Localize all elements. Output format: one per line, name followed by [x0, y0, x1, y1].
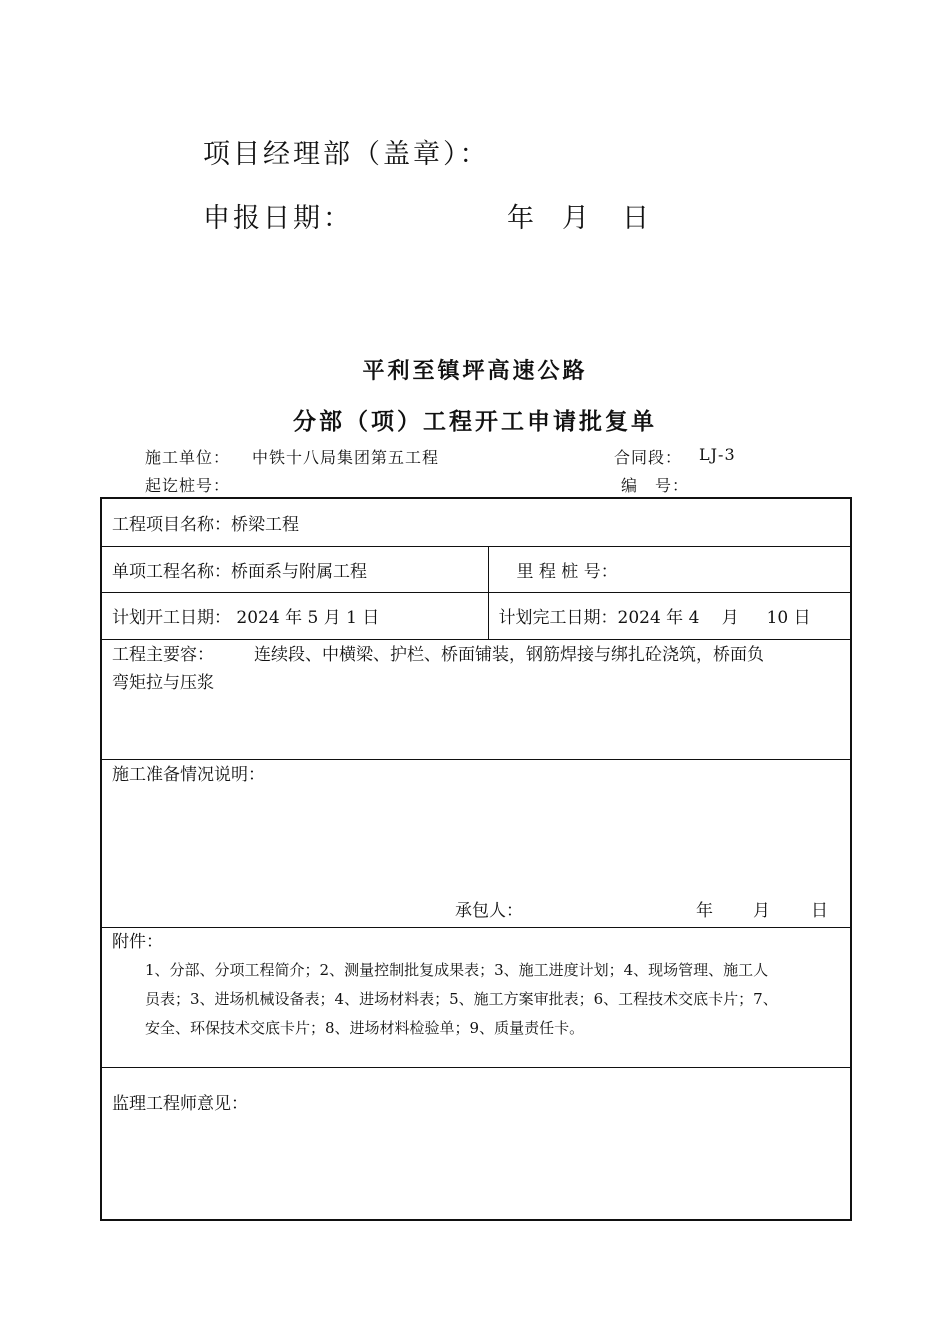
project-name-value: 桥梁工程 — [231, 514, 299, 535]
preparation-cell — [101, 759, 851, 927]
supervisor-cell — [101, 1067, 851, 1220]
supervisor-opinion-label: 监理工程师意见： — [112, 1093, 248, 1114]
contractor-day: 日 — [811, 900, 828, 921]
attachments-label: 附件： — [112, 931, 163, 952]
contractor-label: 承包人： — [455, 900, 523, 921]
attachments-line1: 1、分部、分项工程简介；2、测量控制批复成果表；3、施工进度计划；4、现场管理、施工人 — [145, 960, 769, 979]
attachments-row — [101, 927, 851, 1067]
mileage-cell — [488, 546, 851, 592]
plan-end-value: 2024 年 4 月 10 日 — [617, 608, 811, 628]
construction-unit-value: 中铁十八局集团第五工程 — [252, 448, 440, 467]
plan-start-cell — [101, 592, 488, 639]
main-content-label: 工程主要容： — [112, 644, 214, 665]
schedule-row — [101, 592, 851, 639]
plan-start-value: 2024 年 5 月 1 日 — [236, 608, 380, 628]
supervisor-row — [101, 1067, 851, 1220]
contractor-month: 月 — [753, 900, 770, 921]
document-title: 平利至镇坪高速公路 — [362, 359, 588, 384]
attachments-cell — [101, 927, 851, 1067]
report-date-year: 年 — [507, 203, 537, 234]
plan-end-label: 计划完工日期： — [498, 608, 618, 628]
contract-section-value: LJ-3 — [699, 445, 736, 464]
item-name-cell — [101, 546, 488, 592]
project-name-label: 工程项目名称： — [112, 514, 231, 535]
plan-start-label: 计划开工日期： — [112, 608, 231, 628]
preparation-row — [101, 759, 851, 927]
plan-end-cell — [488, 592, 851, 639]
stake-range-label: 起讫桩号： — [145, 476, 231, 495]
main-content-row — [101, 639, 851, 759]
document-subtitle: 分部（项）工程开工申请批复单 — [293, 409, 657, 435]
construction-unit-label: 施工单位： — [145, 448, 231, 467]
department-stamp-label: 项目经理部（盖章）： — [203, 139, 490, 170]
application-form-table — [100, 497, 852, 1221]
contractor-year: 年 — [696, 900, 713, 921]
item-name-value: 桥面系与附属工程 — [231, 561, 367, 582]
report-date-label: 申报日期： — [203, 203, 353, 234]
attachments-line3: 安全、环保技术交底卡片；8、进场材料检验单；9、质量责任卡。 — [145, 1018, 585, 1037]
main-content-line1: 连续段、中横梁、护栏、桥面铺装，钢筋焊接与绑扎砼浇筑，桥面负 — [254, 644, 764, 665]
mileage-label: 里 程 桩 号： — [516, 561, 618, 582]
item-name-row — [101, 546, 851, 592]
attachments-line2: 员表；3、进场机械设备表；4、进场材料表；5、施工方案审批表；6、工程技术交底卡片；7、 — [145, 989, 778, 1008]
project-name-row — [101, 498, 851, 546]
item-name-label: 单项工程名称： — [112, 561, 231, 582]
project-name-cell — [101, 498, 851, 546]
report-date-month: 月 — [562, 203, 592, 234]
preparation-label: 施工准备情况说明： — [112, 764, 265, 785]
report-date-day: 日 — [622, 203, 652, 234]
contract-section-label: 合同段： — [614, 448, 683, 467]
serial-number-label: 编 号： — [621, 476, 690, 495]
main-content-line2: 弯矩拉与压浆 — [112, 672, 214, 693]
main-content-cell — [101, 639, 851, 759]
